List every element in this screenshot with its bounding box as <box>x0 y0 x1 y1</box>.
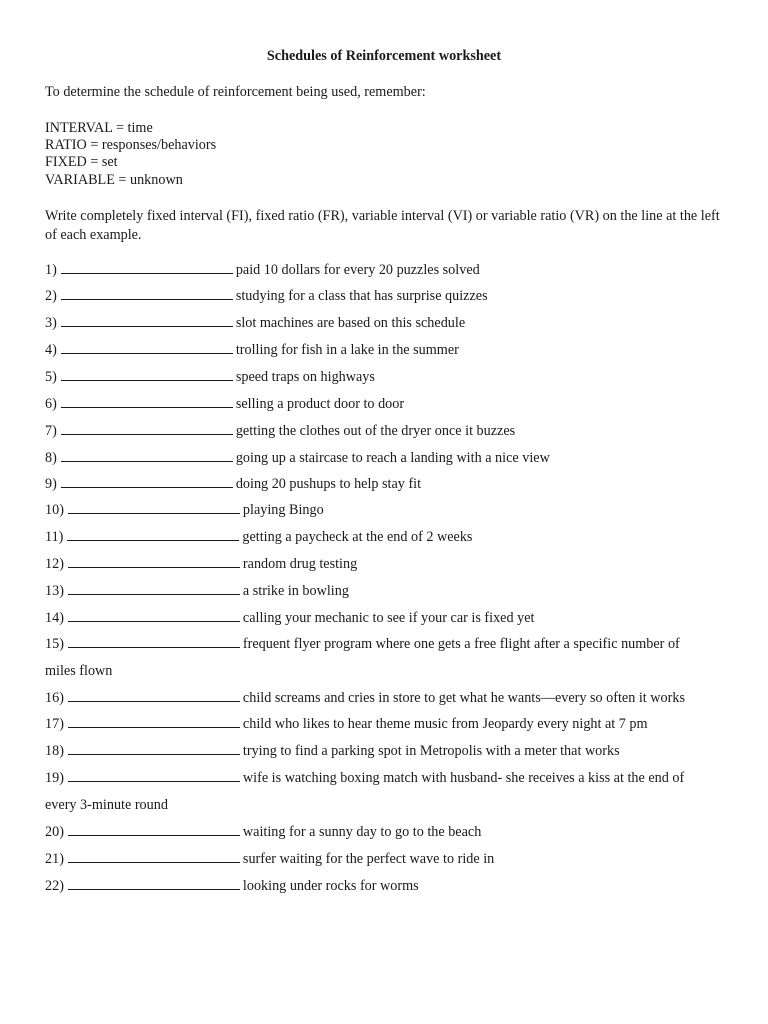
question-item <box>45 528 472 546</box>
question-number: 9) <box>45 476 57 492</box>
question-item <box>45 555 357 573</box>
intro-text: To determine the schedule of reinforcement being used, remember: <box>45 84 426 100</box>
answer-blank[interactable] <box>67 528 239 541</box>
question-item <box>45 287 488 305</box>
question-text: getting a paycheck at the end of 2 weeks <box>242 529 473 545</box>
question-text: waiting for a sunny day to go to the beach <box>242 824 482 840</box>
question-number: 11) <box>45 529 64 545</box>
question-item <box>45 341 459 359</box>
instructions-text: Write completely fixed interval (FI), fixed ratio (FR), variable interval (VI) or variable ratio (VR) on the line at the left of each example. <box>45 208 720 243</box>
definition-interval: INTERVAL = time <box>45 120 153 136</box>
question-text: paid 10 dollars for every 20 puzzles solved <box>235 262 480 278</box>
question-item <box>45 314 465 332</box>
question-text: slot machines are based on this schedule <box>235 315 466 331</box>
question-text: random drug testing <box>242 556 358 572</box>
question-number: 10) <box>45 502 64 518</box>
question-item <box>45 475 421 493</box>
question-item <box>45 368 375 386</box>
question-continuation: every 3-minute round <box>45 797 168 813</box>
question-text: getting the clothes out of the dryer once it buzzes <box>235 423 516 439</box>
question-number: 22) <box>45 878 64 894</box>
answer-blank[interactable] <box>61 314 233 327</box>
answer-blank[interactable] <box>61 475 233 488</box>
question-item <box>45 261 480 279</box>
question-number: 17) <box>45 716 64 732</box>
question-continuation: miles flown <box>45 663 113 679</box>
answer-blank[interactable] <box>68 689 240 702</box>
answer-blank[interactable] <box>68 635 240 648</box>
answer-blank[interactable] <box>68 609 240 622</box>
question-number: 13) <box>45 583 64 599</box>
question-number: 20) <box>45 824 64 840</box>
answer-blank[interactable] <box>61 261 233 274</box>
question-number: 2) <box>45 288 57 304</box>
answer-blank[interactable] <box>68 742 240 755</box>
question-text: wife is watching boxing match with husband- she receives a kiss at the end of <box>242 770 685 786</box>
question-text: calling your mechanic to see if your car is fixed yet <box>242 610 535 626</box>
question-number: 18) <box>45 743 64 759</box>
question-text: selling a product door to door <box>235 396 405 412</box>
answer-blank[interactable] <box>68 823 240 836</box>
question-text: doing 20 pushups to help stay fit <box>235 476 422 492</box>
answer-blank[interactable] <box>61 341 233 354</box>
question-number: 8) <box>45 450 57 466</box>
answer-blank[interactable] <box>68 877 240 890</box>
question-item <box>45 582 349 600</box>
question-item <box>45 689 685 707</box>
question-number: 14) <box>45 610 64 626</box>
question-number: 16) <box>45 690 64 706</box>
question-number: 3) <box>45 315 57 331</box>
question-text: trying to find a parking spot in Metropolis with a meter that works <box>242 743 620 759</box>
answer-blank[interactable] <box>61 287 233 300</box>
answer-blank[interactable] <box>68 555 240 568</box>
answer-blank[interactable] <box>68 769 240 782</box>
question-item <box>45 501 324 519</box>
question-item <box>45 877 419 895</box>
question-item <box>45 422 515 440</box>
question-number: 12) <box>45 556 64 572</box>
question-item <box>45 850 494 868</box>
answer-blank[interactable] <box>68 582 240 595</box>
question-number: 21) <box>45 851 64 867</box>
question-text: studying for a class that has surprise quizzes <box>235 288 488 304</box>
definition-ratio: RATIO = responses/behaviors <box>45 137 217 153</box>
question-number: 7) <box>45 423 57 439</box>
question-text: playing Bingo <box>242 502 324 518</box>
page-title: Schedules of Reinforcement worksheet <box>266 48 502 64</box>
question-number: 5) <box>45 369 57 385</box>
answer-blank[interactable] <box>68 715 240 728</box>
question-item <box>45 823 481 841</box>
question-item <box>45 769 684 787</box>
answer-blank[interactable] <box>61 368 233 381</box>
question-number: 19) <box>45 770 64 786</box>
question-text: frequent flyer program where one gets a free flight after a specific number of <box>242 636 680 652</box>
answer-blank[interactable] <box>61 395 233 408</box>
question-number: 15) <box>45 636 64 652</box>
answer-blank[interactable] <box>68 501 240 514</box>
answer-blank[interactable] <box>61 449 233 462</box>
question-item <box>45 742 620 760</box>
question-text: a strike in bowling <box>242 583 349 599</box>
definition-variable: VARIABLE = unknown <box>45 172 183 188</box>
question-number: 4) <box>45 342 57 358</box>
answer-blank[interactable] <box>68 850 240 863</box>
question-item <box>45 449 550 467</box>
question-text: surfer waiting for the perfect wave to ride in <box>242 851 495 867</box>
question-item <box>45 395 404 413</box>
definition-fixed: FIXED = set <box>45 154 118 170</box>
question-item <box>45 715 648 733</box>
question-text: speed traps on highways <box>235 369 375 385</box>
question-text: going up a staircase to reach a landing with a nice view <box>235 450 550 466</box>
question-text: looking under rocks for worms <box>242 878 419 894</box>
question-text: child who likes to hear theme music from Jeopardy every night at 7 pm <box>242 716 648 732</box>
question-text: trolling for fish in a lake in the summer <box>235 342 459 358</box>
answer-blank[interactable] <box>61 422 233 435</box>
question-item <box>45 635 680 653</box>
question-number: 1) <box>45 262 57 278</box>
question-item <box>45 609 534 627</box>
question-text: child screams and cries in store to get what he wants—every so often it works <box>242 690 685 706</box>
question-number: 6) <box>45 396 57 412</box>
